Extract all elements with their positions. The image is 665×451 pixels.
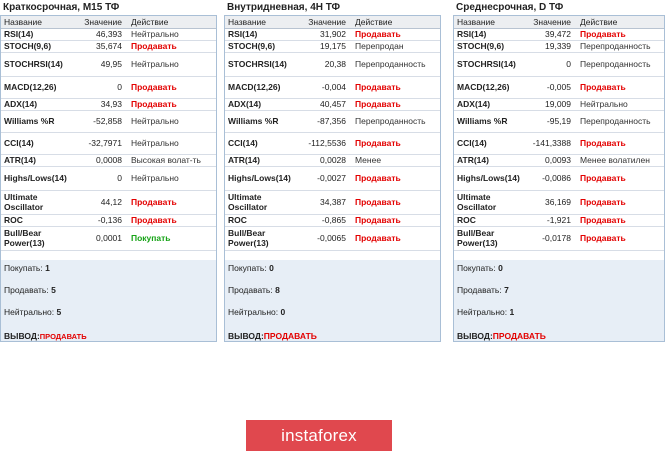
indicator-action: Продавать	[351, 190, 440, 214]
indicator-action: Продавать	[576, 76, 664, 98]
indicator-name: Ultimate Oscillator	[225, 190, 299, 214]
indicator-value: -0,0178	[526, 226, 576, 250]
table-row	[454, 40, 664, 52]
indicator-value: -32,7971	[75, 132, 127, 154]
table-row	[1, 110, 216, 132]
indicator-name: STOCH(9,6)	[1, 40, 75, 52]
table-row	[1, 52, 216, 76]
indicator-action: Нейтрально	[127, 110, 216, 132]
indicator-value: 0	[526, 52, 576, 76]
indicator-action: Продавать	[351, 226, 440, 250]
indicator-value: 49,95	[75, 52, 127, 76]
panel-body	[453, 15, 665, 342]
table-row	[454, 154, 664, 166]
table-row	[454, 190, 664, 214]
indicator-action: Перепроданность	[576, 52, 664, 76]
indicator-name: Williams %R	[225, 110, 299, 132]
indicator-name: Bull/Bear Power(13)	[1, 226, 75, 250]
indicator-name: RSI(14)	[1, 28, 75, 40]
table-row	[1, 226, 216, 250]
indicator-name: STOCH(9,6)	[225, 40, 299, 52]
indicator-value: -0,865	[299, 214, 351, 226]
indicator-value: 0,0008	[75, 154, 127, 166]
indicator-name: RSI(14)	[225, 28, 299, 40]
indicator-name: Williams %R	[1, 110, 75, 132]
neutral-count-line: Нейтрально: 1	[457, 307, 515, 317]
verdict-label: ВЫВОД:	[4, 331, 40, 341]
indicator-value: 36,169	[526, 190, 576, 214]
indicator-name: CCI(14)	[454, 132, 526, 154]
sell-count: 5	[51, 285, 56, 295]
indicator-action: Покупать	[127, 226, 216, 250]
header-action[interactable]: Действие	[576, 16, 664, 28]
indicator-name: Highs/Lows(14)	[1, 166, 75, 190]
indicator-action: Нейтрально	[127, 28, 216, 40]
indicator-action: Нейтрально	[127, 132, 216, 154]
indicator-value: 35,674	[75, 40, 127, 52]
indicator-action: Продавать	[576, 28, 664, 40]
table-row	[454, 28, 664, 40]
panel-title: Среднесрочная, D ТФ	[456, 2, 564, 13]
verdict-label: ВЫВОД:	[457, 331, 493, 341]
table-row	[225, 52, 440, 76]
indicator-action: Менее	[351, 154, 440, 166]
indicator-value: 0,0028	[299, 154, 351, 166]
table-header-row	[1, 16, 216, 28]
indicator-action: Перепроданность	[576, 110, 664, 132]
indicator-action: Нейтрально	[127, 166, 216, 190]
header-name[interactable]: Название	[1, 16, 75, 28]
indicator-action: Продавать	[576, 166, 664, 190]
neutral-count: 5	[56, 307, 62, 317]
indicator-action: Продавать	[351, 132, 440, 154]
indicator-value: 39,472	[526, 28, 576, 40]
indicator-name: MACD(12,26)	[1, 76, 75, 98]
sell-count-line: Продавать: 7	[457, 285, 509, 295]
signal-summary	[454, 260, 664, 341]
indicator-value: -95,19	[526, 110, 576, 132]
indicator-value: 0	[75, 166, 127, 190]
buy-count: 0	[269, 263, 274, 273]
sell-count-line: Продавать: 5	[4, 285, 56, 295]
indicator-action: Продавать	[351, 214, 440, 226]
indicator-name: ROC	[454, 214, 526, 226]
table-header-row	[454, 16, 664, 28]
indicator-name: Bull/Bear Power(13)	[454, 226, 526, 250]
neutral-count: 0	[280, 307, 286, 317]
indicator-action: Продавать	[351, 28, 440, 40]
indicator-name: Highs/Lows(14)	[225, 166, 299, 190]
buy-count: 0	[498, 263, 503, 273]
neutral-count-line: Нейтрально: 0	[228, 307, 286, 317]
indicator-value: 46,393	[75, 28, 127, 40]
indicator-panel-3	[453, 0, 665, 342]
table-row	[225, 76, 440, 98]
table-row	[225, 214, 440, 226]
indicator-value: 40,457	[299, 98, 351, 110]
indicator-value: -112,5536	[299, 132, 351, 154]
signal-summary	[225, 260, 440, 341]
indicator-name: Ultimate Oscillator	[1, 190, 75, 214]
verdict-value: ПРОДАВАТЬ	[263, 331, 317, 341]
table-row	[1, 132, 216, 154]
indicator-name: ADX(14)	[225, 98, 299, 110]
indicator-name: Bull/Bear Power(13)	[225, 226, 299, 250]
indicator-panel-1	[0, 0, 217, 342]
indicator-action: Продавать	[351, 76, 440, 98]
header-action[interactable]: Действие	[351, 16, 440, 28]
indicator-action: Продавать	[127, 190, 216, 214]
verdict-line	[228, 331, 437, 341]
indicator-name: Williams %R	[454, 110, 526, 132]
panel-title: Краткосрочная, M15 ТФ	[3, 2, 120, 13]
table-row	[1, 166, 216, 190]
indicator-name: STOCHRSI(14)	[454, 52, 526, 76]
buy-count-line: Покупать: 1	[4, 263, 50, 273]
verdict-value: ПРОДАВАТЬ	[492, 331, 546, 341]
table-row	[454, 226, 664, 250]
indicator-name: CCI(14)	[225, 132, 299, 154]
table-row	[454, 166, 664, 190]
indicator-action: Продавать	[576, 214, 664, 226]
table-row	[454, 110, 664, 132]
verdict-value: ПРОДАВАТЬ	[39, 332, 87, 341]
table-row	[225, 154, 440, 166]
sell-count: 7	[504, 285, 509, 295]
indicator-value: -0,0065	[299, 226, 351, 250]
indicator-value: 44,12	[75, 190, 127, 214]
header-value[interactable]: Значение	[299, 16, 351, 28]
indicator-value: -52,858	[75, 110, 127, 132]
indicator-action: Продавать	[127, 40, 216, 52]
indicator-name: RSI(14)	[454, 28, 526, 40]
buy-count-line: Покупать: 0	[457, 263, 503, 273]
panel-body	[224, 15, 441, 342]
indicator-name: MACD(12,26)	[225, 76, 299, 98]
indicator-name: STOCH(9,6)	[454, 40, 526, 52]
header-name[interactable]: Название	[225, 16, 299, 28]
table-row	[1, 154, 216, 166]
table-row	[225, 28, 440, 40]
verdict-line	[457, 331, 661, 341]
table-row	[1, 28, 216, 40]
indicator-action: Перепродан	[351, 40, 440, 52]
indicator-name: STOCHRSI(14)	[225, 52, 299, 76]
indicator-action: Продавать	[351, 166, 440, 190]
indicator-name: ROC	[225, 214, 299, 226]
indicator-name: ATR(14)	[225, 154, 299, 166]
table-header-row	[225, 16, 440, 28]
indicator-name: ATR(14)	[1, 154, 75, 166]
indicator-value: 19,339	[526, 40, 576, 52]
table-row	[1, 76, 216, 98]
table-row	[225, 226, 440, 250]
header-value[interactable]: Значение	[526, 16, 576, 28]
indicator-name: Highs/Lows(14)	[454, 166, 526, 190]
indicator-value: 20,38	[299, 52, 351, 76]
indicator-action: Высокая волат-ть	[127, 154, 216, 166]
table-row	[225, 40, 440, 52]
sell-count-line: Продавать: 8	[228, 285, 280, 295]
header-action[interactable]: Действие	[127, 16, 216, 28]
indicator-name: ADX(14)	[1, 98, 75, 110]
indicator-table	[454, 16, 664, 251]
indicator-value: -0,004	[299, 76, 351, 98]
indicator-action: Перепроданность	[351, 52, 440, 76]
panel-body	[0, 15, 217, 342]
indicator-action: Менее волатилен	[576, 154, 664, 166]
indicator-value: -0,0086	[526, 166, 576, 190]
indicator-value: -0,005	[526, 76, 576, 98]
indicator-value: 19,175	[299, 40, 351, 52]
header-value[interactable]: Значение	[75, 16, 127, 28]
table-row	[225, 166, 440, 190]
sell-count: 8	[275, 285, 280, 295]
indicator-value: 31,902	[299, 28, 351, 40]
indicator-value: -1,921	[526, 214, 576, 226]
indicator-name: STOCHRSI(14)	[1, 52, 75, 76]
table-row	[1, 40, 216, 52]
indicator-name: ADX(14)	[454, 98, 526, 110]
table-row	[454, 98, 664, 110]
indicator-name: ATR(14)	[454, 154, 526, 166]
indicator-action: Нейтрально	[127, 52, 216, 76]
indicator-value: 0,0001	[75, 226, 127, 250]
indicator-action: Продавать	[576, 190, 664, 214]
header-name[interactable]: Название	[454, 16, 526, 28]
indicator-value: 0,0093	[526, 154, 576, 166]
signal-summary	[1, 260, 216, 341]
indicator-value: -0,0027	[299, 166, 351, 190]
indicator-action: Перепроданность	[351, 110, 440, 132]
neutral-count: 1	[509, 307, 515, 317]
table-row	[225, 110, 440, 132]
panel-title: Внутридневная, 4H ТФ	[227, 2, 341, 13]
indicator-value: 34,93	[75, 98, 127, 110]
indicator-value: -141,3388	[526, 132, 576, 154]
indicator-table	[1, 16, 216, 251]
table-row	[454, 52, 664, 76]
table-row	[225, 132, 440, 154]
indicator-name: ROC	[1, 214, 75, 226]
indicator-value: 19,009	[526, 98, 576, 110]
indicator-action: Продавать	[127, 214, 216, 226]
indicator-action: Продавать	[127, 76, 216, 98]
verdict-label: ВЫВОД:	[228, 331, 264, 341]
neutral-count-line: Нейтрально: 5	[4, 307, 62, 317]
table-row	[1, 98, 216, 110]
verdict-line	[4, 331, 213, 341]
table-row	[225, 190, 440, 214]
instaforex-logo: instaforex	[246, 420, 392, 451]
buy-count: 1	[45, 263, 50, 273]
table-row	[1, 190, 216, 214]
indicator-panel-2	[224, 0, 441, 342]
indicator-action: Продавать	[351, 98, 440, 110]
indicator-value: -0,136	[75, 214, 127, 226]
table-row	[1, 214, 216, 226]
table-row	[225, 98, 440, 110]
indicator-table	[225, 16, 440, 251]
table-row	[454, 214, 664, 226]
indicator-name: CCI(14)	[1, 132, 75, 154]
indicator-action: Продавать	[576, 226, 664, 250]
table-row	[454, 76, 664, 98]
indicator-value: -87,356	[299, 110, 351, 132]
buy-count-line: Покупать: 0	[228, 263, 274, 273]
indicator-value: 34,387	[299, 190, 351, 214]
indicator-name: Ultimate Oscillator	[454, 190, 526, 214]
table-row	[454, 132, 664, 154]
indicator-action: Нейтрально	[576, 98, 664, 110]
indicator-action: Перепроданность	[576, 40, 664, 52]
indicator-name: MACD(12,26)	[454, 76, 526, 98]
indicator-value: 0	[75, 76, 127, 98]
indicator-action: Продавать	[127, 98, 216, 110]
indicator-action: Продавать	[576, 132, 664, 154]
